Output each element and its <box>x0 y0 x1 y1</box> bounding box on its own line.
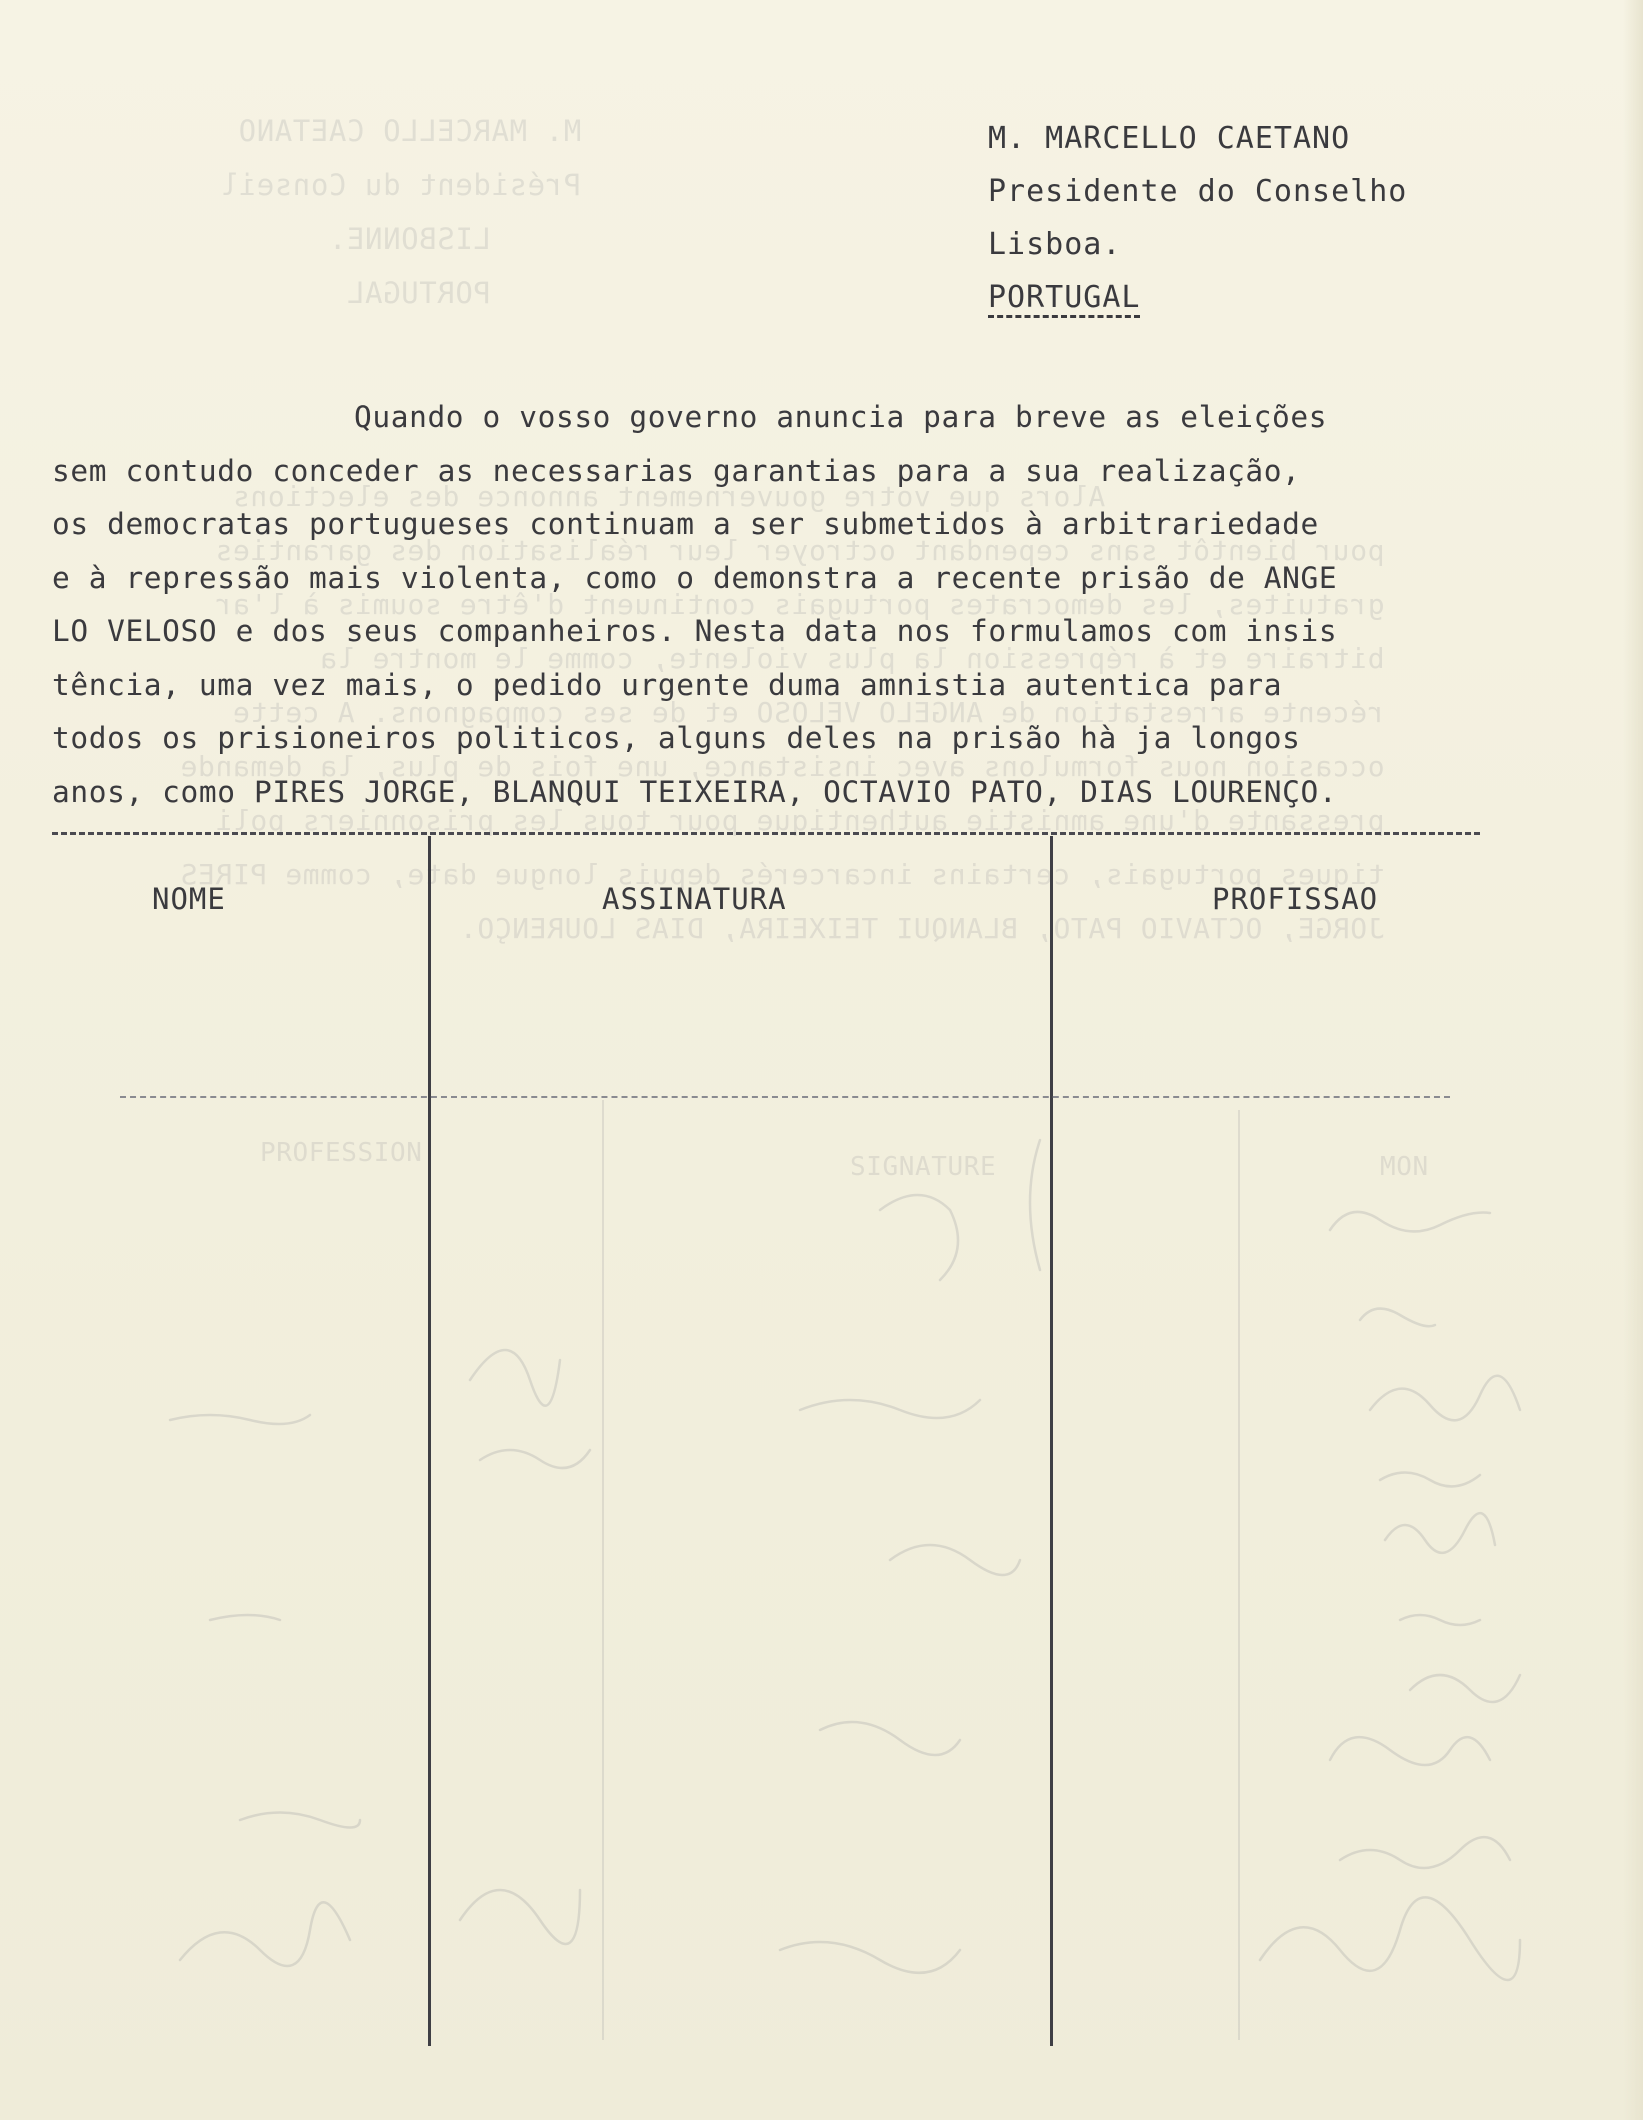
paragraph-line: tência, uma vez mais, o pedido urgente duma amnistia autentica para <box>52 667 1283 702</box>
paragraph-line: anos, como PIRES JORGE, BLANQUI TEIXEIRA, OCTAVIO PATO, DIAS LOURENÇO. <box>52 774 1338 809</box>
column-divider-right <box>1050 836 1053 2046</box>
recipient-title: Presidente do Conselho <box>988 174 1408 209</box>
show-through-text: M. MARCELLO CAETANO Président du Conseil LISBONNE. PORTUGAL <box>220 114 582 310</box>
paper-edge <box>1623 0 1643 2120</box>
petition-paragraph <box>52 391 1482 819</box>
paragraph-line: sem contudo conceder as necessarias garantias para a sua realização, <box>52 453 1301 488</box>
recipient-country: PORTUGAL <box>988 280 1141 315</box>
table-header-divider <box>120 1096 1450 1098</box>
recipient-city: Lisboa. <box>988 227 1122 262</box>
paragraph-line: LO VELOSO e dos seus companheiros. Nesta data nos formulamos com insis <box>52 614 1338 648</box>
paragraph-line: os democratas portugueses continuam a ser submetidos à arbitrariedade <box>52 507 1319 541</box>
show-through-header-sign: SIGNATURE <box>850 1152 997 1182</box>
show-through-header-nom: MON <box>1380 1152 1429 1182</box>
paragraph-line: e à repressão mais violenta, como o demonstra a recente prisão de ANGE <box>52 560 1338 595</box>
column-header-name: NOME <box>152 882 226 916</box>
column-divider-left <box>428 836 431 2046</box>
show-through-header-prof: PROFESSION <box>260 1138 423 1168</box>
column-header-signature: ASSINATURA <box>602 882 787 916</box>
recipient-address <box>988 112 1407 324</box>
column-header-profession: PROFISSAO <box>1212 882 1379 916</box>
table-top-divider <box>52 832 1480 835</box>
show-through-paragraph: Alors que votre gouvernement annonce des elections pour bientôt sans cependant octroyer leur réalisation des garanties gratuites, les democrates portugais continuent d'être soumis à l'ar bitraire et à répression la plus violente, comme le montre la récente arrestation de ANGELO VELOSO et de ses compagnons. A cette occasion nous formulons avec insistance, une fois de plus, la demande pressante d'une amnistie authentique pour tous les prisonniers poli tiques portugais, certains incarcerés depuis longue date, comme PIRES JORGE, OCTAVIO PATO, BLANQUI TEIXEIRA, DIAS LOURENÇO. <box>180 480 1385 945</box>
paragraph-line: Quando o vosso governo anuncia para breve as eleições <box>354 400 1328 434</box>
paragraph-line: todos os prisioneiros politicos, alguns deles na prisão hà ja longos <box>52 721 1301 755</box>
recipient-name: M. MARCELLO CAETANO <box>988 121 1351 156</box>
